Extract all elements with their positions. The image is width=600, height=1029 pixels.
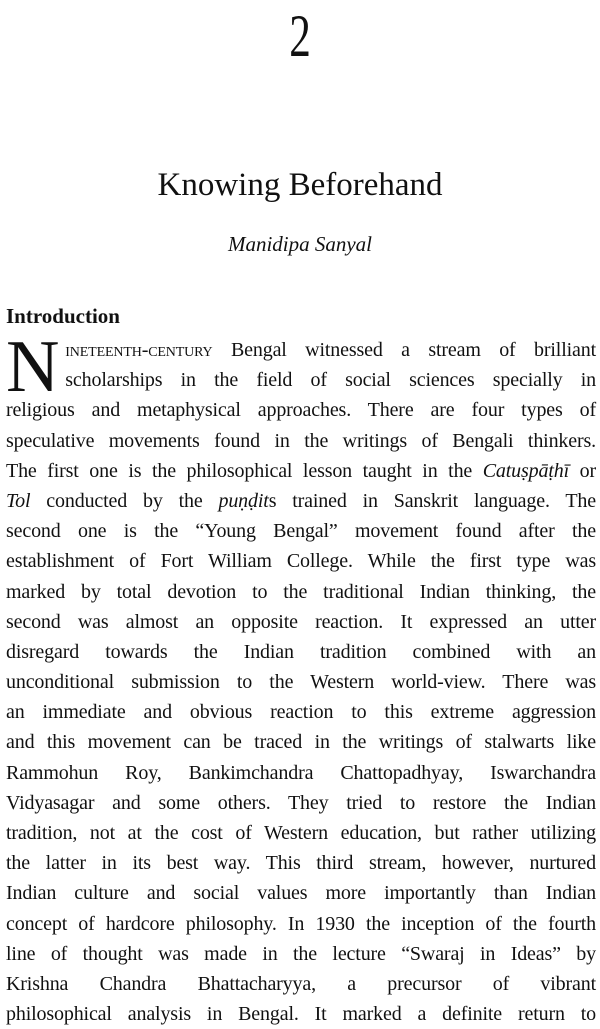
drop-cap: N (6, 326, 60, 408)
text-line (6, 486, 596, 516)
italic-term: Tol (6, 489, 31, 512)
text-line: concept of hardcore philosophy. In 1930 the inception of the fourth (6, 912, 596, 935)
text-line: tradition, not at the cost of Western education, but rather utilizing (6, 822, 596, 844)
text-line: establishment of Fort William College. While the first type was (6, 550, 596, 573)
text-line: the latter in its best way. This third stream, however, nurtured (6, 852, 596, 875)
text-line: philosophical analysis in Bengal. It marked a definite return to (6, 1003, 596, 1026)
text-segment: conducted by the (30, 489, 219, 512)
text-line: Krishna Chandra Bhattacharyya, a precursor of vibrant (6, 972, 596, 995)
section-heading: Introduction (6, 304, 120, 328)
text-line: and this movement can be traced in the writings of stalwarts like (6, 731, 596, 754)
text-line: line of thought was made in the lecture “Swaraj in Ideas” by (6, 942, 596, 965)
text-line: second was almost an opposite reaction. It expressed an utter (6, 610, 596, 633)
body-paragraph (6, 326, 596, 1029)
text-line (6, 335, 596, 365)
text-line: disregard towards the Indian tradition combined with an (6, 640, 596, 663)
text-line: second one is the “Young Bengal” movement found after the (6, 520, 596, 543)
italic-term: Catuṣpāṭhī (482, 459, 570, 482)
author-name: Manidipa Sanyal (227, 232, 373, 256)
text-line: Rammohun Roy, Bankimchandra Chattopadhyay, Iswarchandra (6, 761, 596, 784)
text-line: unconditional submission to the Western world-view. There was (6, 671, 596, 694)
text-line: an immediate and obvious reaction to this extreme aggression (6, 701, 596, 724)
text-line: marked by total devotion to the traditional Indian thinking, the (6, 580, 596, 603)
text-segment: s trained in Sanskrit language. The (268, 489, 596, 512)
text-line: scholarships in the field of social sciences specially in (65, 369, 596, 392)
text-line: Vidyasagar and some others. They tried to restore the Indian (6, 791, 596, 814)
text-line: Indian culture and social values more importantly than Indian (6, 882, 596, 905)
chapter-number: 2 (289, 3, 311, 69)
italic-term: puṇḍit (218, 489, 269, 512)
text-line (6, 456, 596, 486)
text-line: religious and metaphysical approaches. There are four types of (6, 399, 596, 422)
chapter-title: Knowing Beforehand (157, 167, 443, 203)
text-line: speculative movements found in the writings of Bengali thinkers. (6, 429, 596, 452)
smallcaps-word: ineteenth-century (65, 339, 213, 361)
text-line-content: Bengal witnessed a stream of brilliant (212, 339, 596, 361)
text-segment: or (569, 459, 596, 482)
text-segment: The first one is the philosophical lesson taught in the (6, 459, 483, 482)
